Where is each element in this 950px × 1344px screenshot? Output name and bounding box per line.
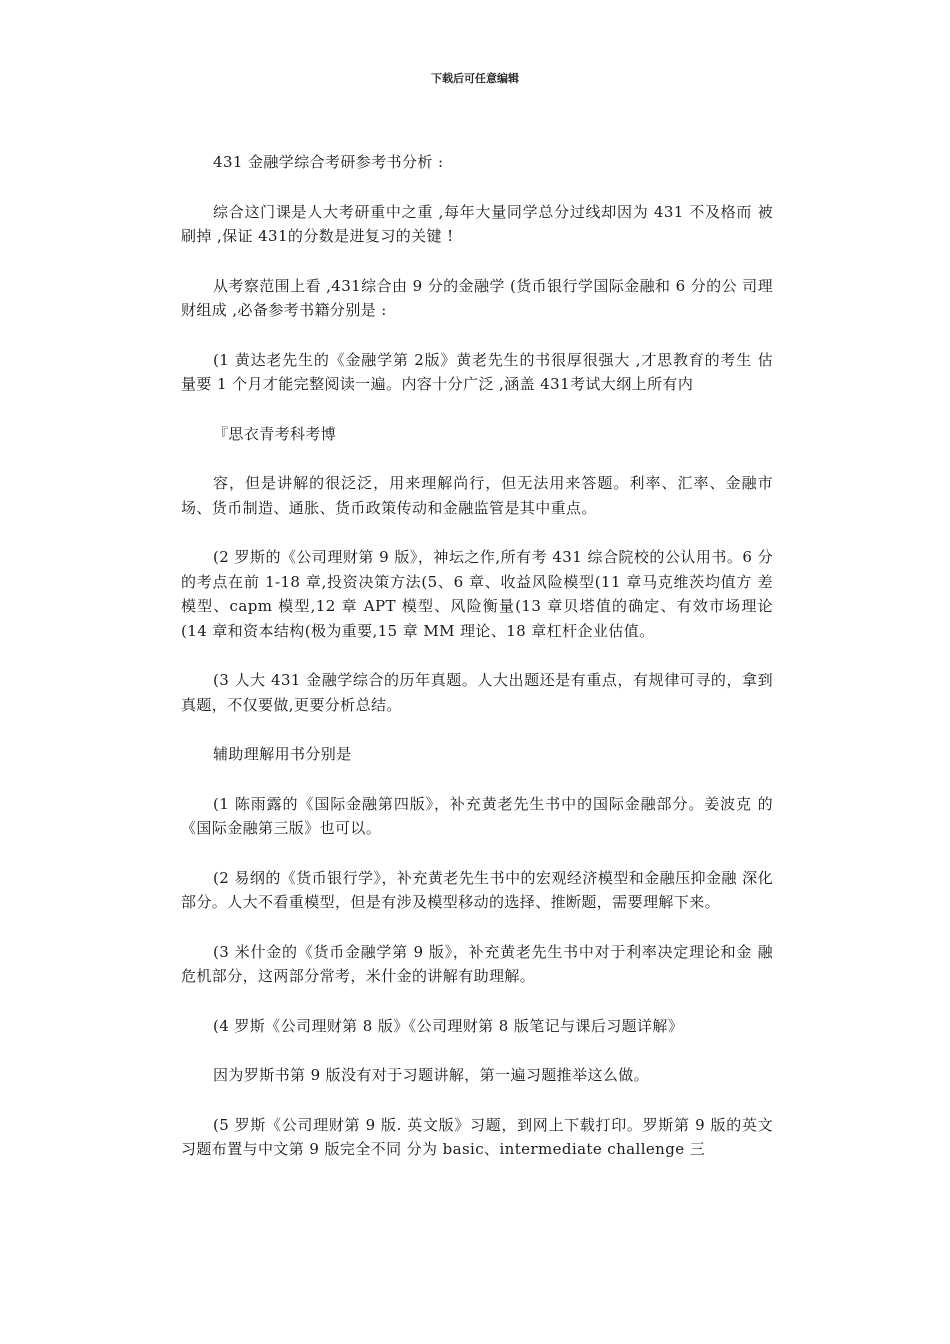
paragraph-aux-1: (1 陈雨露的《国际金融第四版》，补充黄老先生书中的国际金融部分。姜波克 的《国际金融第三版》也可以。 bbox=[181, 794, 773, 837]
paragraph-book-3: (3 人大 431 金融学综合的历年真题。人大出题还是有重点，有规律可寻的，拿到 真题，不仅要做,更要分析总结。 bbox=[181, 671, 773, 714]
paragraph-title: 431 金融学综合考研参考书分析 : bbox=[213, 153, 444, 171]
paragraph-book-1-continued: 容，但是讲解的很泛泛，用来理解尚行，但无法用来答题。利率、汇率、金融市 场、货币制造、通胀、货币政策传动和金融监管是其中重点。 bbox=[181, 474, 773, 517]
paragraph-aux-2: (2 易纲的《货币银行学》，补充黄老先生书中的宏观经济模型和金融压抑金融 深化部分。人大不看重模型，但是有涉及模型移动的选择、推断题，需要理解下来。 bbox=[181, 868, 773, 911]
paragraph-book-2: (2 罗斯的《公司理财第 9 版》，神坛之作,所有考 431 综合院校的公认用书。6 分的考点在前 1-18 章,投资决策方法(5、6 章、收益风险模型(11 章马克维茨均值方 差模型、capm 模型,12 章 APT 模型、风险衡量(13 章贝塔值的确定、有效市场理论 (14 章和资本结构(极为重要,15 章 MM 理论、18 章杠杆企业估值。 bbox=[181, 548, 773, 640]
paragraph-aux-3: (3 米什金的《货币金融学第 9 版》，补充黄老先生书中对于利率决定理论和金 融危机部分，这两部分常考，米什金的讲解有助理解。 bbox=[181, 942, 773, 985]
document-body bbox=[181, 150, 773, 1187]
paragraph-watermark-line: 『思衣青考科考博 bbox=[213, 424, 337, 443]
paragraph-aux-5: (5 罗斯《公司理财第 9 版. 英文版》习题，到网上下载打印。罗斯第 9 版的英文 习题布置与中文第 9 版完全不同 分为 basic、intermediate challenge 三 bbox=[181, 1115, 773, 1158]
paragraph-scope: 从考察范围上看 ,431综合由 9 分的金融学 (货币银行学国际金融和 6 分的公 司理财组成 ,必备参考书籍分别是 : bbox=[181, 276, 773, 319]
paragraph-aux-heading: 辅助理解用书分别是 bbox=[213, 745, 352, 763]
paragraph-intro: 综合这门课是人大考研重中之重 ,每年大量同学总分过线却因为 431 不及格而 被刷掉 ,保证 431的分数是进复习的关键 ! bbox=[181, 202, 773, 245]
paragraph-aux-4-note: 因为罗斯书第 9 版没有对于习题讲解，第一遍习题推举这么做。 bbox=[213, 1066, 650, 1084]
paragraph-aux-4: (4 罗斯《公司理财第 8 版》《公司理财第 8 版笔记与课后习题详解》 bbox=[213, 1016, 684, 1035]
paragraph-book-1: (1 黄达老先生的《金融学第 2版》黄老先生的书很厚很强大 ,才思教育的考生 估量要 1 个月才能完整阅读一遍。内容十分广泛 ,涵盖 431考试大纲上所有内 bbox=[181, 350, 773, 393]
page-header: 下载后可任意编辑 bbox=[431, 72, 519, 85]
